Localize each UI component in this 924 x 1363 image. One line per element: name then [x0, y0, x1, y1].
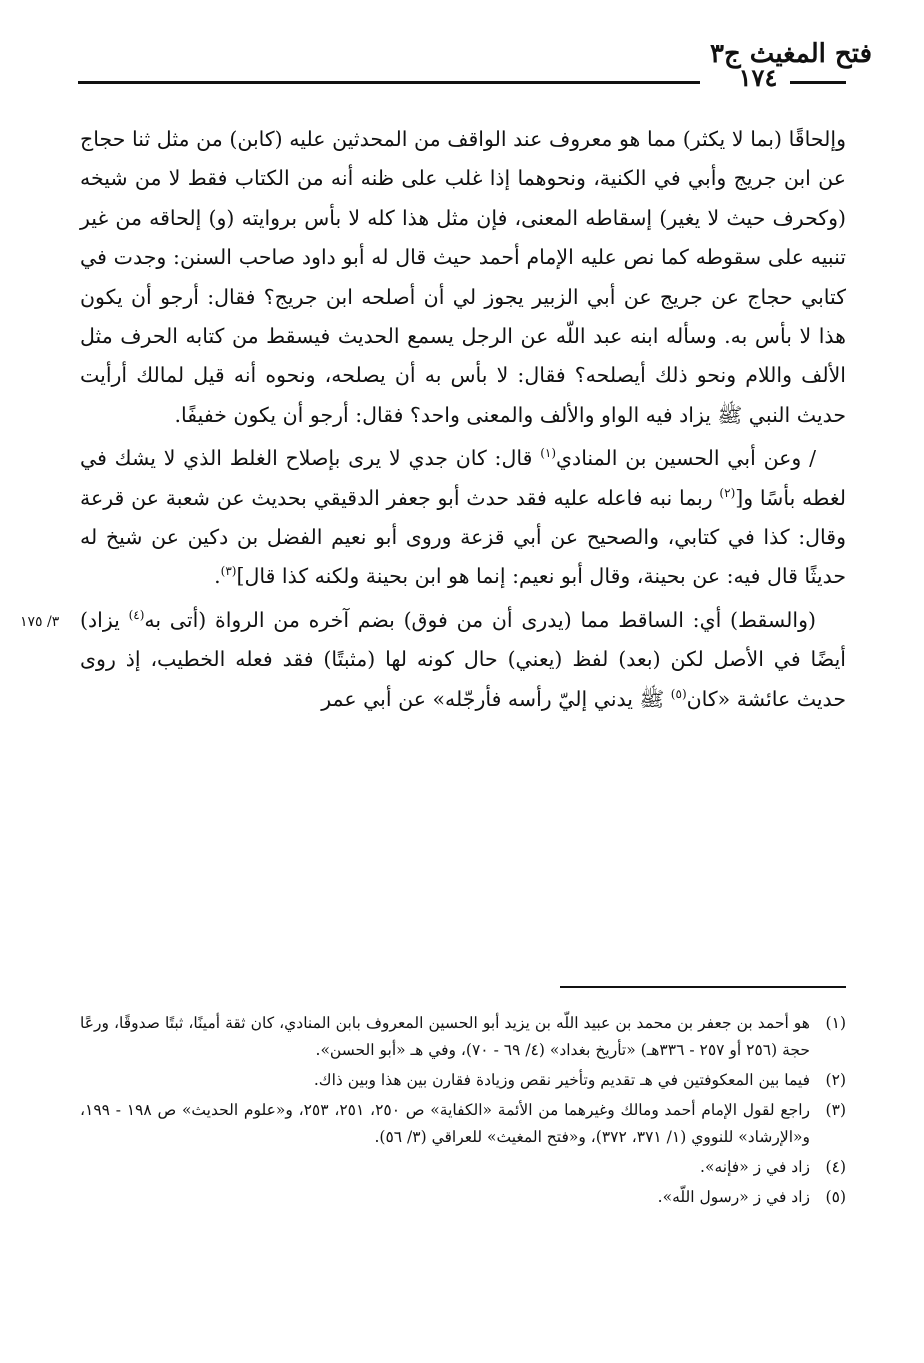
page-number: ١٧٤ [738, 63, 778, 92]
footnote-number: (٢) [825, 1071, 846, 1089]
paragraph-2-part-a: / وعن أبي الحسين بن المنادي [556, 446, 816, 471]
footnote-number: (٥) [825, 1188, 846, 1206]
footnote-text: زاد في ز «فإنه». [700, 1158, 810, 1176]
footnote-number: (١) [825, 1014, 846, 1032]
main-text [80, 120, 846, 719]
paragraph-2 [80, 439, 846, 597]
paragraph-3-part-c: ﷺ يدني إليّ رأسه فأرجّله» عن أبي عمر [321, 686, 671, 711]
footnote-number: (٤) [825, 1158, 846, 1176]
footnote-text: هو أحمد بن جعفر بن محمد بن عبيد اللّه بن يزيد أبو الحسين المعروف بابن المنادي، كان ثقة أمينًا، ثبتًا صدوقًا، ورعًا حجة (٢٥٦ أو ٢٥٧ - ٣٣٦هـ) «تأريخ بغداد» (٤/ ٦٩ - ٧٠)، وفي هـ «أبو الحسن». [80, 1014, 810, 1059]
header-rule [78, 81, 700, 84]
footnote-ref-4[interactable]: (٤) [128, 608, 145, 623]
paragraph-3 [80, 601, 846, 719]
footnotes [80, 1010, 846, 1214]
footnote-text: راجع لقول الإمام أحمد ومالك وغيرهما من الأئمة «الكفاية» ص ٢٥٠، ٢٥١، ٢٥٣، و«علوم الحديث» ص ١٩٨ - ١٩٩، و«الإرشاد» للنووي (١/ ٣٧١، ٣٧٢)، و«فتح المغيث» للعراقي (٣/ ٥٦). [80, 1101, 810, 1146]
footnote-2 [80, 1067, 846, 1094]
footnote-text: زاد في ز «رسول اللّه». [657, 1188, 810, 1206]
footnote-number: (٣) [825, 1101, 846, 1119]
footnote-text: فيما بين المعكوفتين في هـ تقديم وتأخير نقص وزيادة فقارن بين هذا وبين ذاك. [313, 1071, 810, 1089]
footnote-5 [80, 1184, 846, 1211]
footnote-1 [80, 1010, 846, 1064]
footnote-separator [560, 986, 846, 988]
margin-page-reference: ٣/ ١٧٥ [20, 614, 60, 630]
header-rule-short [790, 81, 846, 84]
footnote-4 [80, 1154, 846, 1181]
paragraph-2-part-c: ربما نبه فاعله عليه فقد حدث أبو جعفر الدقيقي بحديث عن شعبة عن قرعة وقال: كذا في كتابي، والصحيح عن أبي قزعة وروى أبو نعيم الفضل بن دكين عن شيخ له حديثًا قال فيه: عن بحينة، وقال أبو نعيم: إنما هو ابن بحينة ولكنه كذا قال] [80, 485, 846, 589]
paragraph-2-part-b: قال: كان جدي لا يرى بإصلاح الغلط الذي لا يشك في لغطه بأسًا و[ [80, 446, 847, 510]
footnote-ref-1[interactable]: (١) [540, 446, 557, 461]
footnote-ref-5[interactable]: (٥) [670, 686, 687, 701]
paragraph-1: وإلحاقًا (بما لا يكثر) مما هو معروف عند الواقف من المحدثين عليه (كابن) من مثل ثنا حجاج عن ابن جريج وأبي في الكنية، ونحوهما إذا غلب على ظنه أنه من الكتاب فقط لا من شيخه (وكحرف حيث لا يغير) إسقاطه المعنى، فإن مثل هذا كله لا بأس بروايته (و) إلحاقه من غير تنبيه على سقوطه كما نص عليه الإمام أحمد حيث قال له أبو داود صاحب السنن: وجدت في كتابي حجاج عن جريج عن أبي الزبير يجوز لي أن أصلحه ابن جريج؟ فقال: أرجو أن يكون هذا لا بأس به. وسأله ابنه عبد اللّه عن الرجل يسمع الحديث فيسقط من كتابه الحرف مثل الألف واللام ونحو ذلك أيصلحه؟ فقال: لا بأس به أن يصلحه، ونحوه أنه قيل لمالك أرأيت حديث النبي ﷺ يزاد فيه الواو والألف والمعنى واحد؟ فقال: أرجو أن يكون خفيفًا. [80, 127, 846, 427]
running-title: فتح المغيث ج٣ [709, 39, 872, 69]
footnote-ref-2[interactable]: (٢) [719, 485, 736, 500]
paragraph-3-part-b: يزاد) أيضًا في الأصل لكن (بعد) لفظ (يعني) حال كونه لها (مثبتًا) فقد فعله الخطيب، إذ روى حديث عائشة «كان [80, 607, 846, 711]
paragraph-3-part-a: (والسقط) أي: الساقط مما (يدرى أن من فوق) بضم آخره من الرواة (أتى به [144, 607, 816, 632]
footnote-3 [80, 1097, 846, 1151]
paragraph-2-part-d: . [214, 564, 221, 589]
footnote-ref-3[interactable]: (٣) [220, 564, 237, 579]
